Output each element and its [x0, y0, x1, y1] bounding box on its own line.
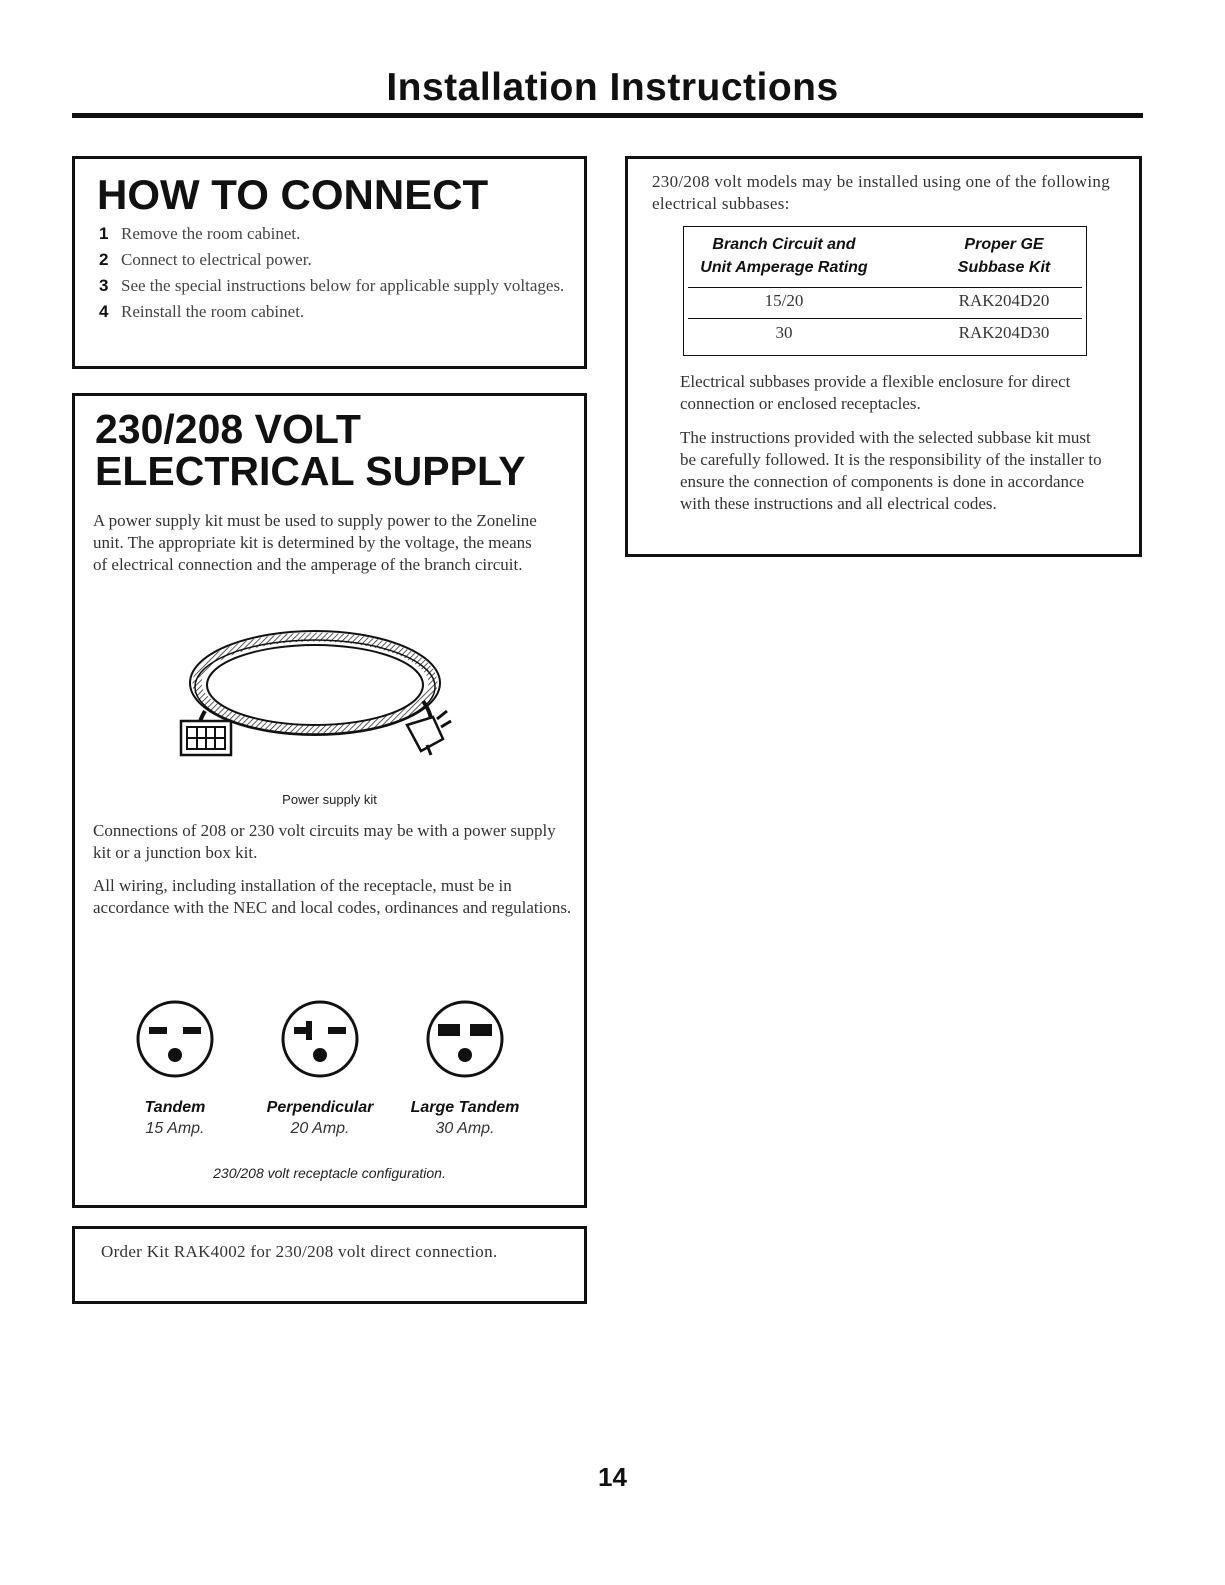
step-number: 1 — [99, 224, 109, 243]
step-text: Remove the room cabinet. — [121, 224, 301, 243]
order-kit-box — [72, 1226, 587, 1304]
figure-caption: Power supply kit — [282, 792, 377, 807]
table-cell: 30 — [775, 323, 793, 342]
receptacle-name: Tandem — [144, 1099, 206, 1116]
page-title: Installation Instructions — [386, 66, 839, 109]
electrical-supply-title — [95, 408, 526, 492]
receptacle-name: Large Tandem — [410, 1099, 520, 1116]
table-cell: RAK204D30 — [958, 323, 1050, 342]
title-line-2: ELECTRICAL SUPPLY — [95, 448, 526, 494]
table-cell: 15/20 — [764, 291, 804, 310]
step-item — [99, 301, 569, 323]
electrical-supply-box — [72, 393, 587, 1208]
table-header-branch-circuit — [684, 233, 884, 279]
header-line: Branch Circuit and — [712, 236, 856, 253]
how-to-connect-title: HOW TO CONNECT — [97, 171, 489, 218]
step-text: Reinstall the room cabinet. — [121, 302, 305, 321]
step-number: 2 — [99, 250, 109, 269]
receptacle-label — [240, 1097, 400, 1139]
perpendicular-receptacle-icon — [280, 999, 360, 1079]
step-item — [99, 275, 569, 297]
receptacle-amperage: 30 Amp. — [435, 1120, 495, 1137]
tandem-receptacle-icon — [135, 999, 215, 1079]
subbase-box — [625, 156, 1142, 557]
supply-intro-text: A power supply kit must be used to supply power to the Zoneline unit. The appropriate kit is determined by the voltage, the means of electrical connection and the amperage of the branch circuit. — [93, 511, 537, 574]
step-item — [99, 223, 569, 245]
table-divider — [688, 318, 1082, 319]
header-line: Proper GE — [964, 236, 1044, 253]
step-number: 3 — [99, 276, 109, 295]
page-number: 14 — [598, 1462, 627, 1492]
large-tandem-receptacle-icon — [425, 999, 505, 1079]
connections-text: Connections of 208 or 230 volt circuits may be with a power supply kit or a junction box kit. — [93, 821, 556, 862]
order-kit-text: Order Kit RAK4002 for 230/208 volt direct connection. — [101, 1242, 498, 1261]
receptacle-amperage: 20 Amp. — [290, 1120, 350, 1137]
steps-list — [99, 223, 569, 327]
wiring-text: All wiring, including installation of the receptacle, must be in accordance with the NEC and local codes, ordinances and regulations. — [93, 876, 572, 917]
subbase-intro-text: 230/208 volt models may be installed using one of the following electrical subbases: — [652, 172, 1111, 213]
receptacle-amperage: 15 Amp. — [145, 1120, 205, 1137]
receptacle-label — [95, 1097, 255, 1139]
table-header-subbase-kit — [924, 233, 1084, 279]
subbase-instructions: The instructions provided with the selected subbase kit must be carefully followed. It is the responsibility of the installer to ensure the connection of components is done in accordance with these instructions and all electrical codes. — [680, 428, 1102, 513]
step-text: Connect to electrical power. — [121, 250, 312, 269]
table-cell: RAK204D20 — [958, 291, 1050, 310]
step-number: 4 — [99, 302, 109, 321]
how-to-connect-box — [72, 156, 587, 369]
title-line-1: 230/208 VOLT — [95, 406, 361, 452]
receptacle-caption: 230/208 volt receptacle configuration. — [213, 1165, 446, 1181]
power-cord-icon — [175, 621, 455, 771]
header-line: Unit Amperage Rating — [700, 259, 868, 276]
receptacle-name: Perpendicular — [266, 1099, 374, 1116]
header-line: Subbase Kit — [957, 259, 1051, 276]
header-rule — [72, 113, 1143, 118]
subbase-description: Electrical subbases provide a flexible enclosure for direct connection or enclosed receptacles. — [680, 372, 1071, 413]
receptacle-label — [385, 1097, 545, 1139]
step-item — [99, 249, 569, 271]
table-divider — [688, 287, 1082, 288]
step-text: See the special instructions below for applicable supply voltages. — [121, 276, 565, 295]
subbase-table — [683, 226, 1087, 356]
